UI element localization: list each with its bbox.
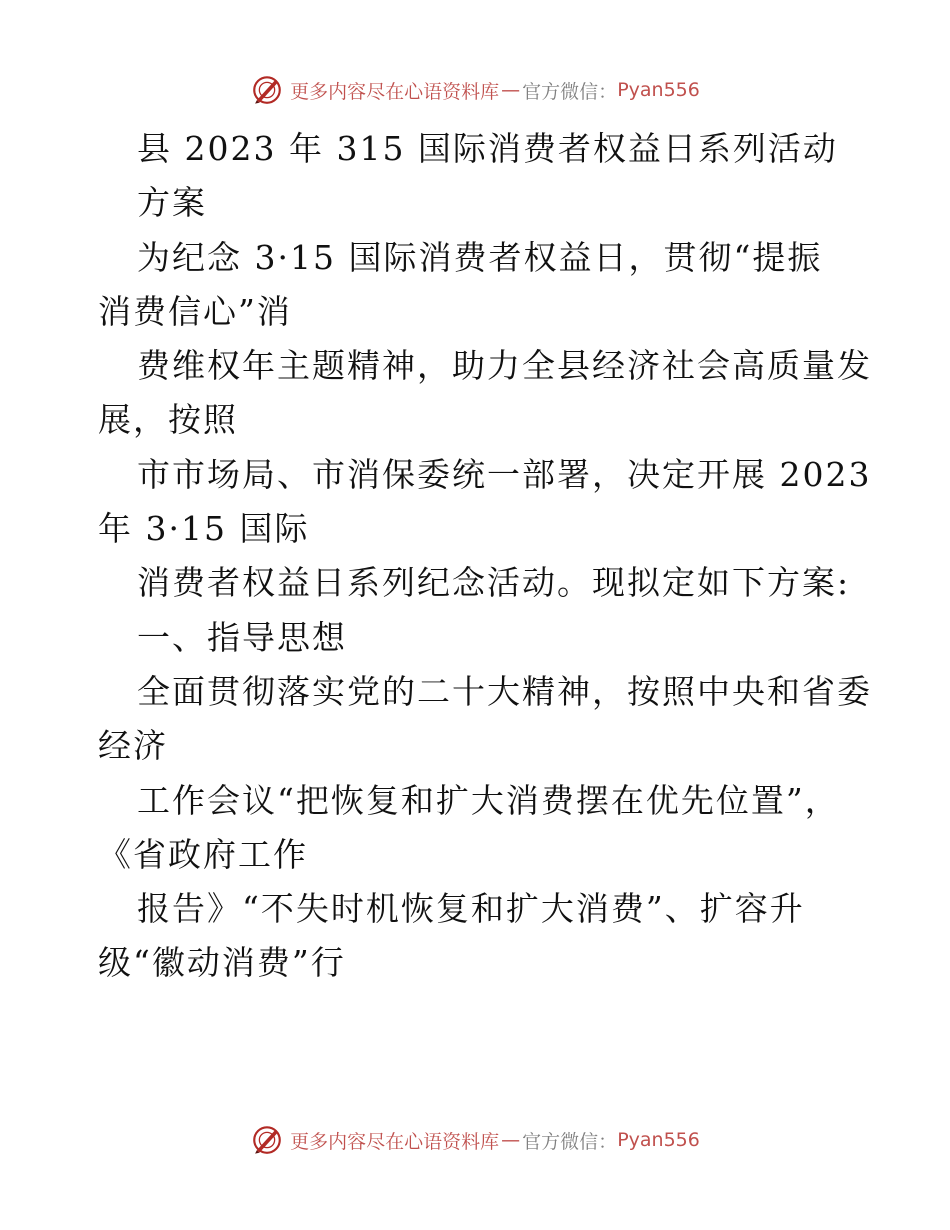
- paragraph-line: 《省政府工作: [98, 834, 308, 874]
- watermark-text: 更多内容尽在心语资料库: [290, 1130, 500, 1153]
- paragraph-line: 市市场局、市消保委统一部署，决定开展 2023: [137, 454, 872, 494]
- paragraph-line: 费维权年主题精神，助力全县经济社会高质量发: [137, 346, 872, 386]
- watermark-dash: —: [501, 1129, 521, 1151]
- document-title: 县 2023 年 315 国际消费者权益日系列活动: [137, 129, 838, 168]
- paragraph-line: 级“徽动消费”行: [98, 943, 346, 983]
- paragraph-line: 消费者权益日系列纪念活动。现拟定如下方案:: [137, 563, 851, 603]
- paragraph-line: 为纪念 3·15 国际消费者权益日，贯彻“提振: [137, 237, 823, 277]
- document-title-cont: 方案: [137, 183, 207, 223]
- pen-logo-icon: [250, 73, 284, 107]
- watermark-dash: —: [501, 79, 521, 101]
- watermark-wechat-id: Pyan556: [617, 79, 700, 101]
- pen-logo-icon: [250, 1123, 284, 1157]
- paragraph-line: 展，按照: [98, 400, 238, 440]
- paragraph-line: 工作会议“把恢复和扩大消费摆在优先位置”，: [137, 780, 840, 820]
- watermark-header: [0, 70, 950, 110]
- paragraph-line: 全面贯彻落实党的二十大精神，按照中央和省委: [137, 671, 872, 711]
- paragraph-line: 年 3·15 国际: [98, 509, 310, 549]
- paragraph-line: 经济: [98, 726, 168, 766]
- watermark-footer: [0, 1120, 950, 1160]
- paragraph-line: 报告》“不失时机恢复和扩大消费”、扩容升: [137, 889, 805, 929]
- paragraph-line: 消费信心”消: [98, 291, 292, 331]
- watermark-wechat-label: 官方微信：: [522, 80, 618, 103]
- watermark-wechat-label: 官方微信：: [522, 1130, 618, 1153]
- watermark-text: 更多内容尽在心语资料库: [290, 80, 500, 103]
- watermark-wechat-id: Pyan556: [617, 1129, 700, 1151]
- section-heading: 一、指导思想: [137, 617, 347, 657]
- document-body: [0, 122, 950, 991]
